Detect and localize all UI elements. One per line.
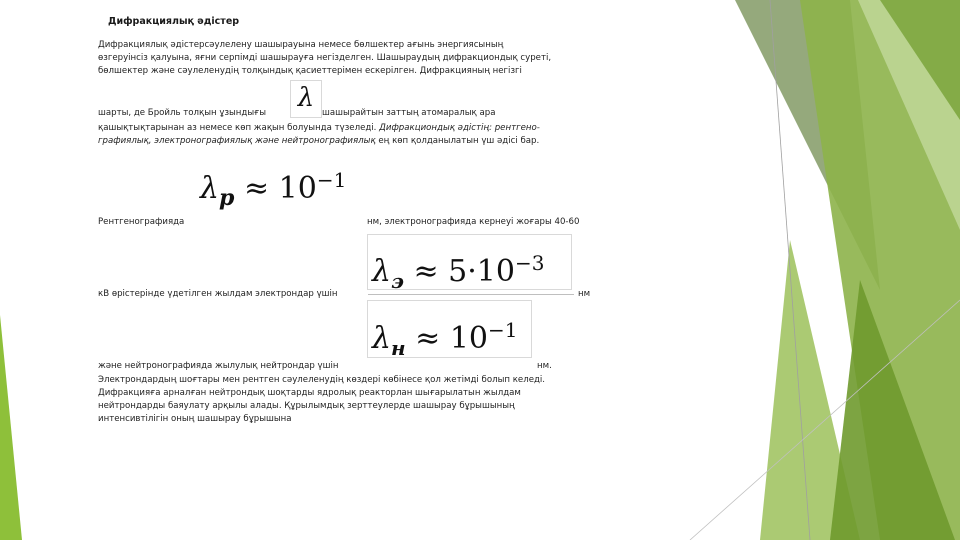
formula-lambda-n <box>367 300 532 358</box>
formula-subscript: э <box>391 269 404 293</box>
text-segment-italic: графиялық, электронографиялық және нейтронографиялық <box>98 136 376 146</box>
formula-coefficient: 5· <box>448 254 477 289</box>
paragraph-line <box>98 135 610 149</box>
underline-rule <box>368 294 574 295</box>
formula-exponent: −3 <box>514 251 545 275</box>
paragraph-line: кВ өрістерінде үдетілген жылдам электрондар үшін <box>98 289 338 299</box>
paragraph-line: шашырайтын заттың атомаралық ара <box>322 108 496 118</box>
lambda-symbol: λ <box>372 321 392 356</box>
deco-triangle-7 <box>0 315 22 540</box>
paragraph-line: нм <box>578 289 591 299</box>
formula-base: 10 <box>476 254 515 289</box>
lambda-symbol: λ <box>372 254 392 289</box>
lambda-symbol-box <box>290 80 322 118</box>
paragraph-line: Электрондардың шоғтары мен рентген сәулеленудің көздері көбінесе қол жетімді болып келеді. <box>98 375 546 385</box>
formula-subscript: н <box>391 336 406 360</box>
text-segment-italic: Дифракциондық әдістің: рентгено- <box>379 123 540 133</box>
paragraph-line: Рентгенографияда <box>98 217 185 227</box>
formula-lambda-e <box>367 234 572 293</box>
slide-title: Дифракциялық әдістер <box>108 16 240 27</box>
text-segment: ең көп қолданылатын үш әдісі бар. <box>378 136 540 146</box>
approx-symbol: ≈ <box>413 254 439 289</box>
paragraph-line: өзгеруінсіз қалуына, яғни серпімді шашырауға негізделген. Шашыраудың дифракциондық суреті, <box>98 53 552 63</box>
formula-base: 10 <box>278 171 317 206</box>
paragraph-line: және нейтронографияда жылулық нейтрондар үшін <box>98 361 339 371</box>
paragraph-line: нм, электронографияда кернеуі жоғары 40-60 <box>367 217 580 227</box>
paragraph-line <box>98 122 610 136</box>
formula-lambda-p <box>200 152 350 211</box>
approx-symbol: ≈ <box>243 171 270 206</box>
paragraph-line: интенсивтілігін оның шашырау бұрышына <box>98 414 292 424</box>
text-segment: қашықтықтарынан аз немесе көп жақын болуында түзеледі. <box>98 123 377 133</box>
formula-base: 10 <box>449 321 489 356</box>
paragraph-line: шарты, де Бройль толқын ұзындығы <box>98 108 267 118</box>
paragraph-line: Дифракцияға арналған нейтрондық шоқтарды ядролық реакторлан шығарылатын жылдам <box>98 388 521 398</box>
lambda-symbol: λ <box>200 171 220 206</box>
paragraph-line: нм. <box>537 361 552 371</box>
formula-subscript: p <box>219 185 235 211</box>
paragraph-line: нейтрондарды баяулату арқылы алады. Құрылымдық зерттеулерде шашырау бұрышының <box>98 401 515 411</box>
paragraph-line: бөлшектер және сәулеленудің толқындық қасиеттерімен ескерілген. Дифракцияның негізгі <box>98 66 522 76</box>
formula-exponent: −1 <box>316 168 347 192</box>
lambda-symbol: λ <box>297 83 315 113</box>
formula-exponent: −1 <box>488 318 518 342</box>
paragraph-line: Дифракциялық әдістерсәулелену шашырауына немесе бөлшектер ағынь энергиясының <box>98 40 504 50</box>
approx-symbol: ≈ <box>415 321 441 356</box>
